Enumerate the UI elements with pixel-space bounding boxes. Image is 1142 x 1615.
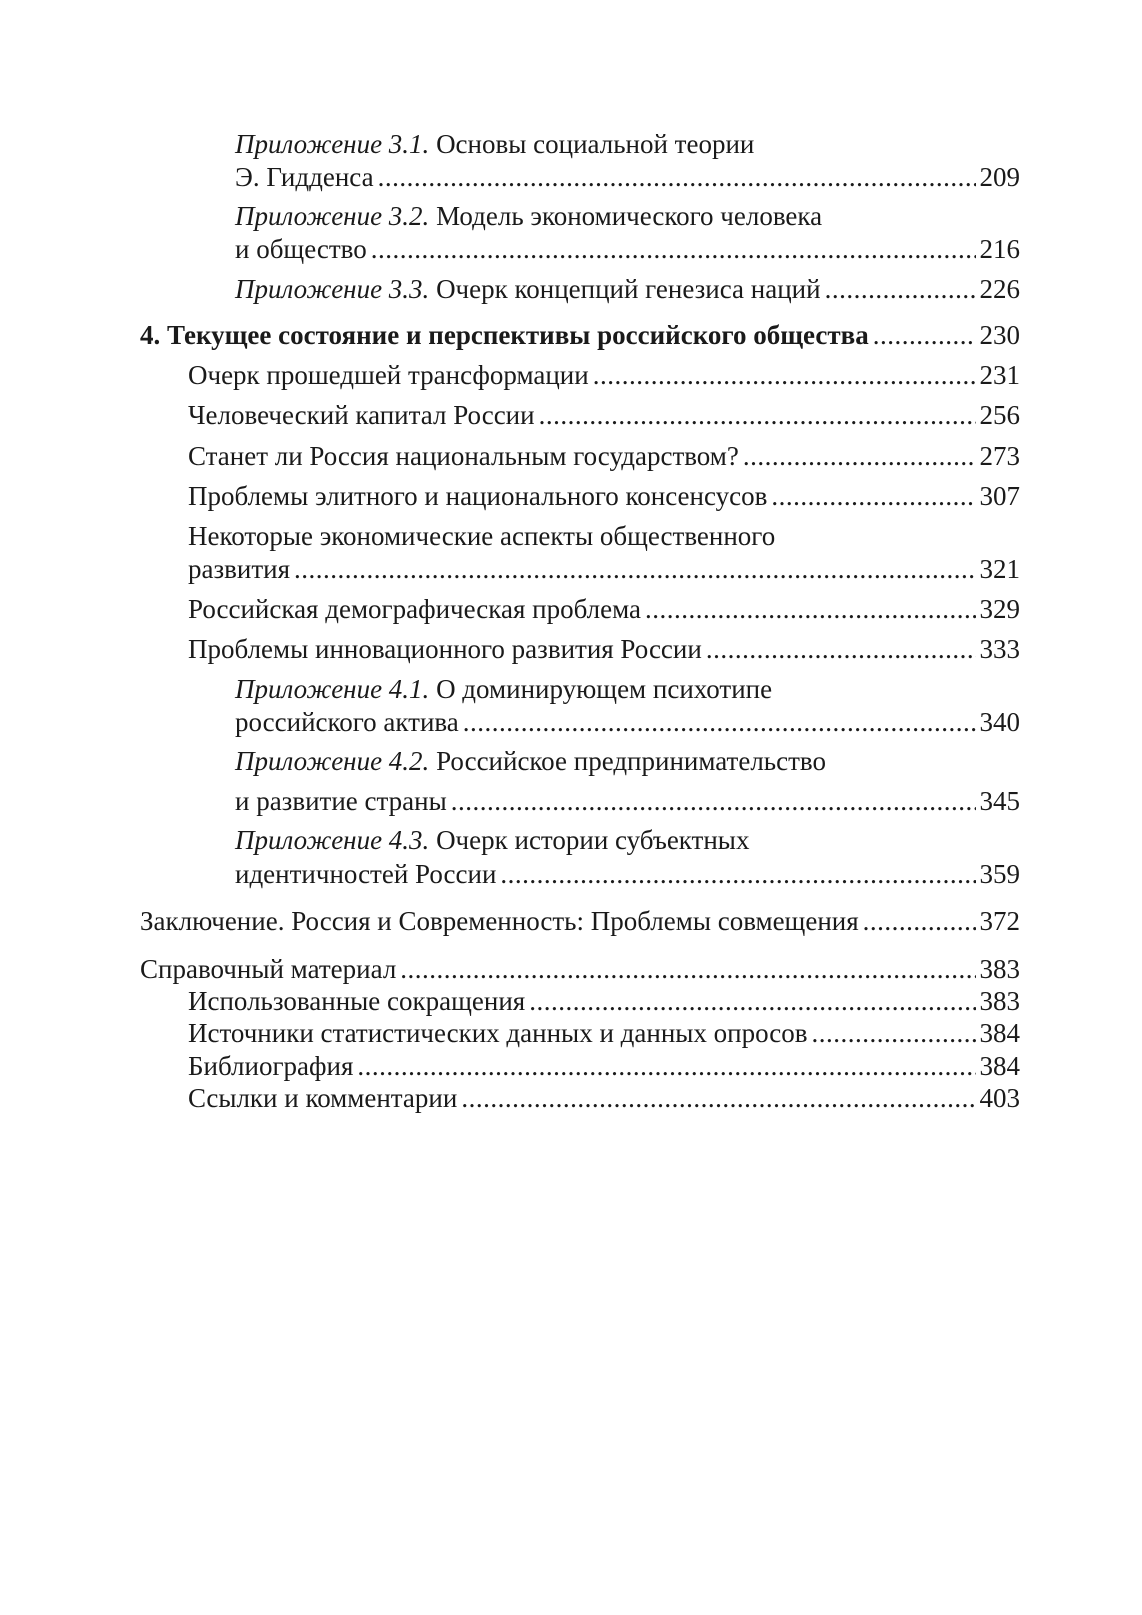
toc-entry-line	[188, 358, 1020, 392]
dot-leader	[463, 705, 976, 739]
section-title: Российская демографическая проблема	[188, 594, 641, 624]
toc-page-number: 329	[979, 594, 1020, 624]
dot-leader	[357, 1049, 975, 1083]
dot-leader	[451, 784, 976, 818]
section-title: Некоторые экономические аспекты общественного	[188, 521, 776, 551]
toc-entry-last-line	[235, 160, 1020, 194]
toc-entry-line	[188, 1049, 1020, 1083]
toc-entry-title-cont: российского актива	[235, 707, 459, 737]
toc-entry-line	[140, 318, 1020, 352]
dot-leader	[371, 232, 976, 266]
toc-entry-first-line	[235, 127, 754, 161]
appendix-prefix: Приложение 4.2.	[235, 746, 430, 776]
toc-entry-last-line	[235, 705, 1020, 739]
toc-entry-title-cont: и общество	[235, 234, 367, 264]
toc-entry-last-line	[188, 552, 1020, 586]
dot-leader	[539, 398, 976, 432]
toc-entry-line	[235, 272, 1020, 306]
toc-entry-first-line	[235, 823, 749, 857]
toc-entry-title-cont: и развитие страны	[235, 786, 447, 816]
toc-entry-line	[188, 1081, 1020, 1115]
dot-leader	[378, 160, 976, 194]
section-title: Библиография	[188, 1051, 354, 1081]
dot-leader	[743, 439, 976, 473]
toc-entry-line	[188, 479, 1020, 513]
conclusion-title: Заключение. Россия и Современность: Проблемы совмещения	[140, 906, 859, 936]
toc-page-number: 216	[979, 234, 1020, 264]
section-title: Проблемы элитного и национального консенсусов	[188, 481, 768, 511]
chapter-title: 4. Текущее состояние и перспективы российского общества	[140, 320, 869, 350]
dot-leader	[500, 857, 975, 891]
section-title: Использованные сокращения	[188, 986, 526, 1016]
toc-entry-title-cont: Э. Гидденса	[235, 162, 374, 192]
toc-page-number: 383	[979, 986, 1020, 1016]
appendix-prefix: Приложение 3.1.	[235, 129, 430, 159]
appendix-prefix: Приложение 3.2.	[235, 201, 430, 231]
section-title: Ссылки и комментарии	[188, 1083, 458, 1113]
toc-page-number: 384	[979, 1018, 1020, 1048]
toc-page-number: 372	[979, 906, 1020, 936]
dot-leader	[812, 1016, 976, 1050]
toc-page-number: 209	[979, 162, 1020, 192]
section-title-cont: развития	[188, 554, 291, 584]
toc-entry-title-cont: идентичностей России	[235, 859, 497, 889]
toc-entry-title: Очерк концепций генезиса наций	[436, 274, 821, 304]
toc-page-number: 359	[979, 859, 1020, 889]
toc-entry-last-line	[235, 784, 1020, 818]
toc-page-number: 307	[979, 481, 1020, 511]
toc-entry-title: Модель экономического человека	[436, 201, 823, 231]
toc-entry-last-line	[235, 857, 1020, 891]
section-title: Станет ли Россия национальным государством?	[188, 441, 739, 471]
toc-entry-first-line	[235, 672, 772, 706]
dot-leader	[294, 552, 975, 586]
toc-page-number: 384	[979, 1051, 1020, 1081]
appendix-prefix: Приложение 3.3.	[235, 274, 430, 304]
toc-entry-line	[188, 984, 1020, 1018]
dot-leader	[825, 272, 976, 306]
dot-leader	[593, 358, 976, 392]
toc-entry-first-line	[235, 199, 822, 233]
dot-leader	[529, 984, 975, 1018]
toc-page-number: 333	[979, 634, 1020, 664]
toc-entry-title: Российское предпринимательство	[436, 746, 826, 776]
toc-page-number: 273	[979, 441, 1020, 471]
toc-entry-first-line	[188, 519, 775, 553]
toc-entry-title: Очерк истории субъектных	[436, 825, 750, 855]
dot-leader	[706, 632, 976, 666]
toc-page-number: 230	[979, 320, 1020, 350]
toc-page-number: 340	[979, 707, 1020, 737]
dot-leader	[771, 479, 975, 513]
appendix-prefix: Приложение 4.3.	[235, 825, 430, 855]
toc-page-number: 256	[979, 400, 1020, 430]
toc-entry-last-line	[235, 232, 1020, 266]
toc-entry-title-wrap	[235, 272, 821, 306]
toc-entry-line	[188, 439, 1020, 473]
toc-page-number: 321	[979, 554, 1020, 584]
toc-entry-title: О доминирующем психотипе	[436, 674, 773, 704]
toc-page-number: 403	[979, 1083, 1020, 1113]
dot-leader	[645, 592, 976, 626]
section-title: Человеческий капитал России	[188, 400, 535, 430]
toc-entry-line	[140, 904, 1020, 938]
dot-leader	[461, 1081, 975, 1115]
section-title: Источники статистических данных и данных опросов	[188, 1018, 808, 1048]
section-title: Очерк прошедшей трансформации	[188, 360, 589, 390]
reference-title: Справочный материал	[140, 954, 397, 984]
toc-entry-line	[188, 398, 1020, 432]
dot-leader	[863, 904, 976, 938]
toc-page-number: 345	[979, 786, 1020, 816]
toc-entry-line	[188, 632, 1020, 666]
dot-leader	[873, 318, 976, 352]
section-title: Проблемы инновационного развития России	[188, 634, 702, 664]
toc-entry-title: Основы социальной теории	[436, 129, 755, 159]
toc-entry-line	[188, 592, 1020, 626]
appendix-prefix: Приложение 4.1.	[235, 674, 430, 704]
dot-leader	[400, 952, 975, 986]
toc-page-number: 383	[979, 954, 1020, 984]
toc-page-number: 226	[979, 274, 1020, 304]
toc-page-number: 231	[979, 360, 1020, 390]
toc-entry-line	[140, 952, 1020, 986]
toc-entry-line	[188, 1016, 1020, 1050]
toc-entry-first-line	[235, 744, 826, 778]
